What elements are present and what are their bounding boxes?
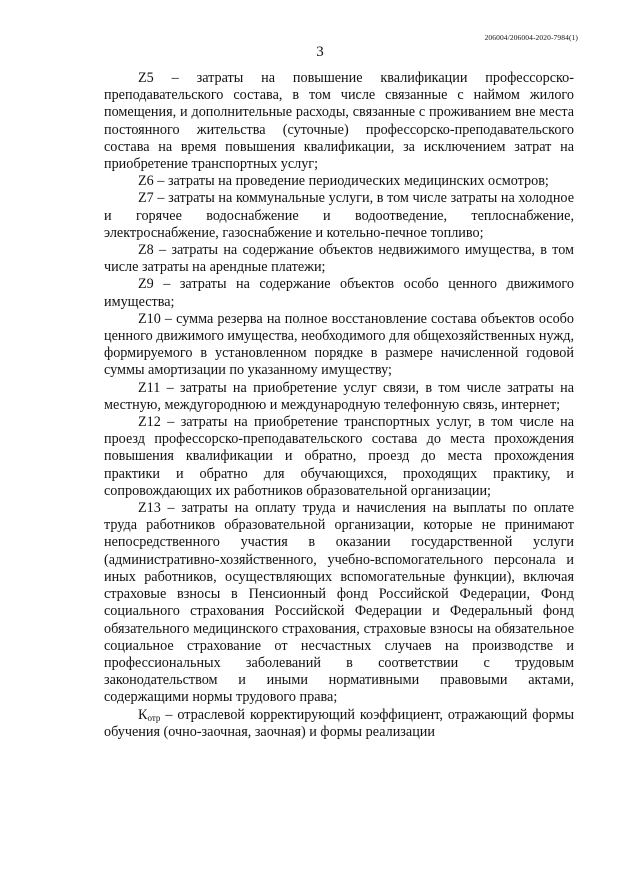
coefficient-symbol: К — [138, 706, 148, 723]
paragraph-z12: Z12 – затраты на приобретение транспортных услуг, в том числе на проезд профессорско-преподавательского состава до места прохождения повышения квалификации и обратно, проезд до места прохождения практики и обратно для обучающихся, проходящих практику, и сопровождающих их работников образовательной организации; — [104, 414, 574, 499]
document-body — [104, 70, 574, 741]
page-number: 3 — [316, 44, 324, 60]
coefficient-description: – отраслевой корректирующий коэффициент, отражающий формы обучения (очно-заочная, заочная) и формы реализации — [104, 706, 574, 740]
paragraph-z13: Z13 – затраты на оплату труда и начисления на выплаты по оплате труда работников образовательной организации, которые не принимают непосредственного участия в оказании государственной услуги (административно-хозяйственного, учебно-вспомогательного персонала и иных работников, осуществляющих вспомогательные функции), включая страховые взносы в Пенсионный фонд Российской Федерации, Фонд социального страхования Российской Федерации и Федеральный фонд обязательного медицинского страхования, страховые взносы на обязательное социальное страхование от несчастных случаев на производстве и профессиональных заболеваний в соответствии с трудовым законодательством и иными нормативными правовыми актами, содержащими нормы трудового права; — [104, 500, 574, 706]
document-number: 206004/206004-2020-7984(1) — [484, 33, 578, 42]
paragraph-kotr — [104, 707, 574, 741]
coefficient-subscript: отр — [147, 712, 161, 723]
paragraph-z11: Z11 – затраты на приобретение услуг связи, в том числе затраты на местную, междугороднюю и международную телефонную связь, интернет; — [104, 379, 574, 413]
paragraph-z10: Z10 – сумма резерва на полное восстановление состава объектов особо ценного движимого имущества, необходимого для общехозяйственных нужд, формируемого в установленном порядке в размере начисленной годовой суммы амортизации по указанному имуществу; — [104, 310, 574, 379]
paragraph-z7: Z7 – затраты на коммунальные услуги, в том числе затраты на холодное и горячее водоснабжение и водоотведение, теплоснабжение, электроснабжение, газоснабжение и котельно-печное топливо; — [104, 190, 574, 241]
paragraph-z6: Z6 – затраты на проведение периодических медицинских осмотров; — [138, 173, 549, 190]
paragraph-z9: Z9 – затраты на содержание объектов особо ценного движимого имущества; — [104, 276, 574, 310]
paragraph-z5: Z5 – затраты на повышение квалификации профессорско-преподавательского состава, в том числе связанные с наймом жилого помещения, и дополнительные расходы, связанные с проживанием вне места постоянного жительства (суточные) профессорско-преподавательского состава на время повышения квалификации, за исключением затрат на приобретение транспортных услуг; — [104, 70, 574, 173]
paragraph-z8: Z8 – затраты на содержание объектов недвижимого имущества, в том числе затраты на арендные платежи; — [104, 242, 574, 276]
